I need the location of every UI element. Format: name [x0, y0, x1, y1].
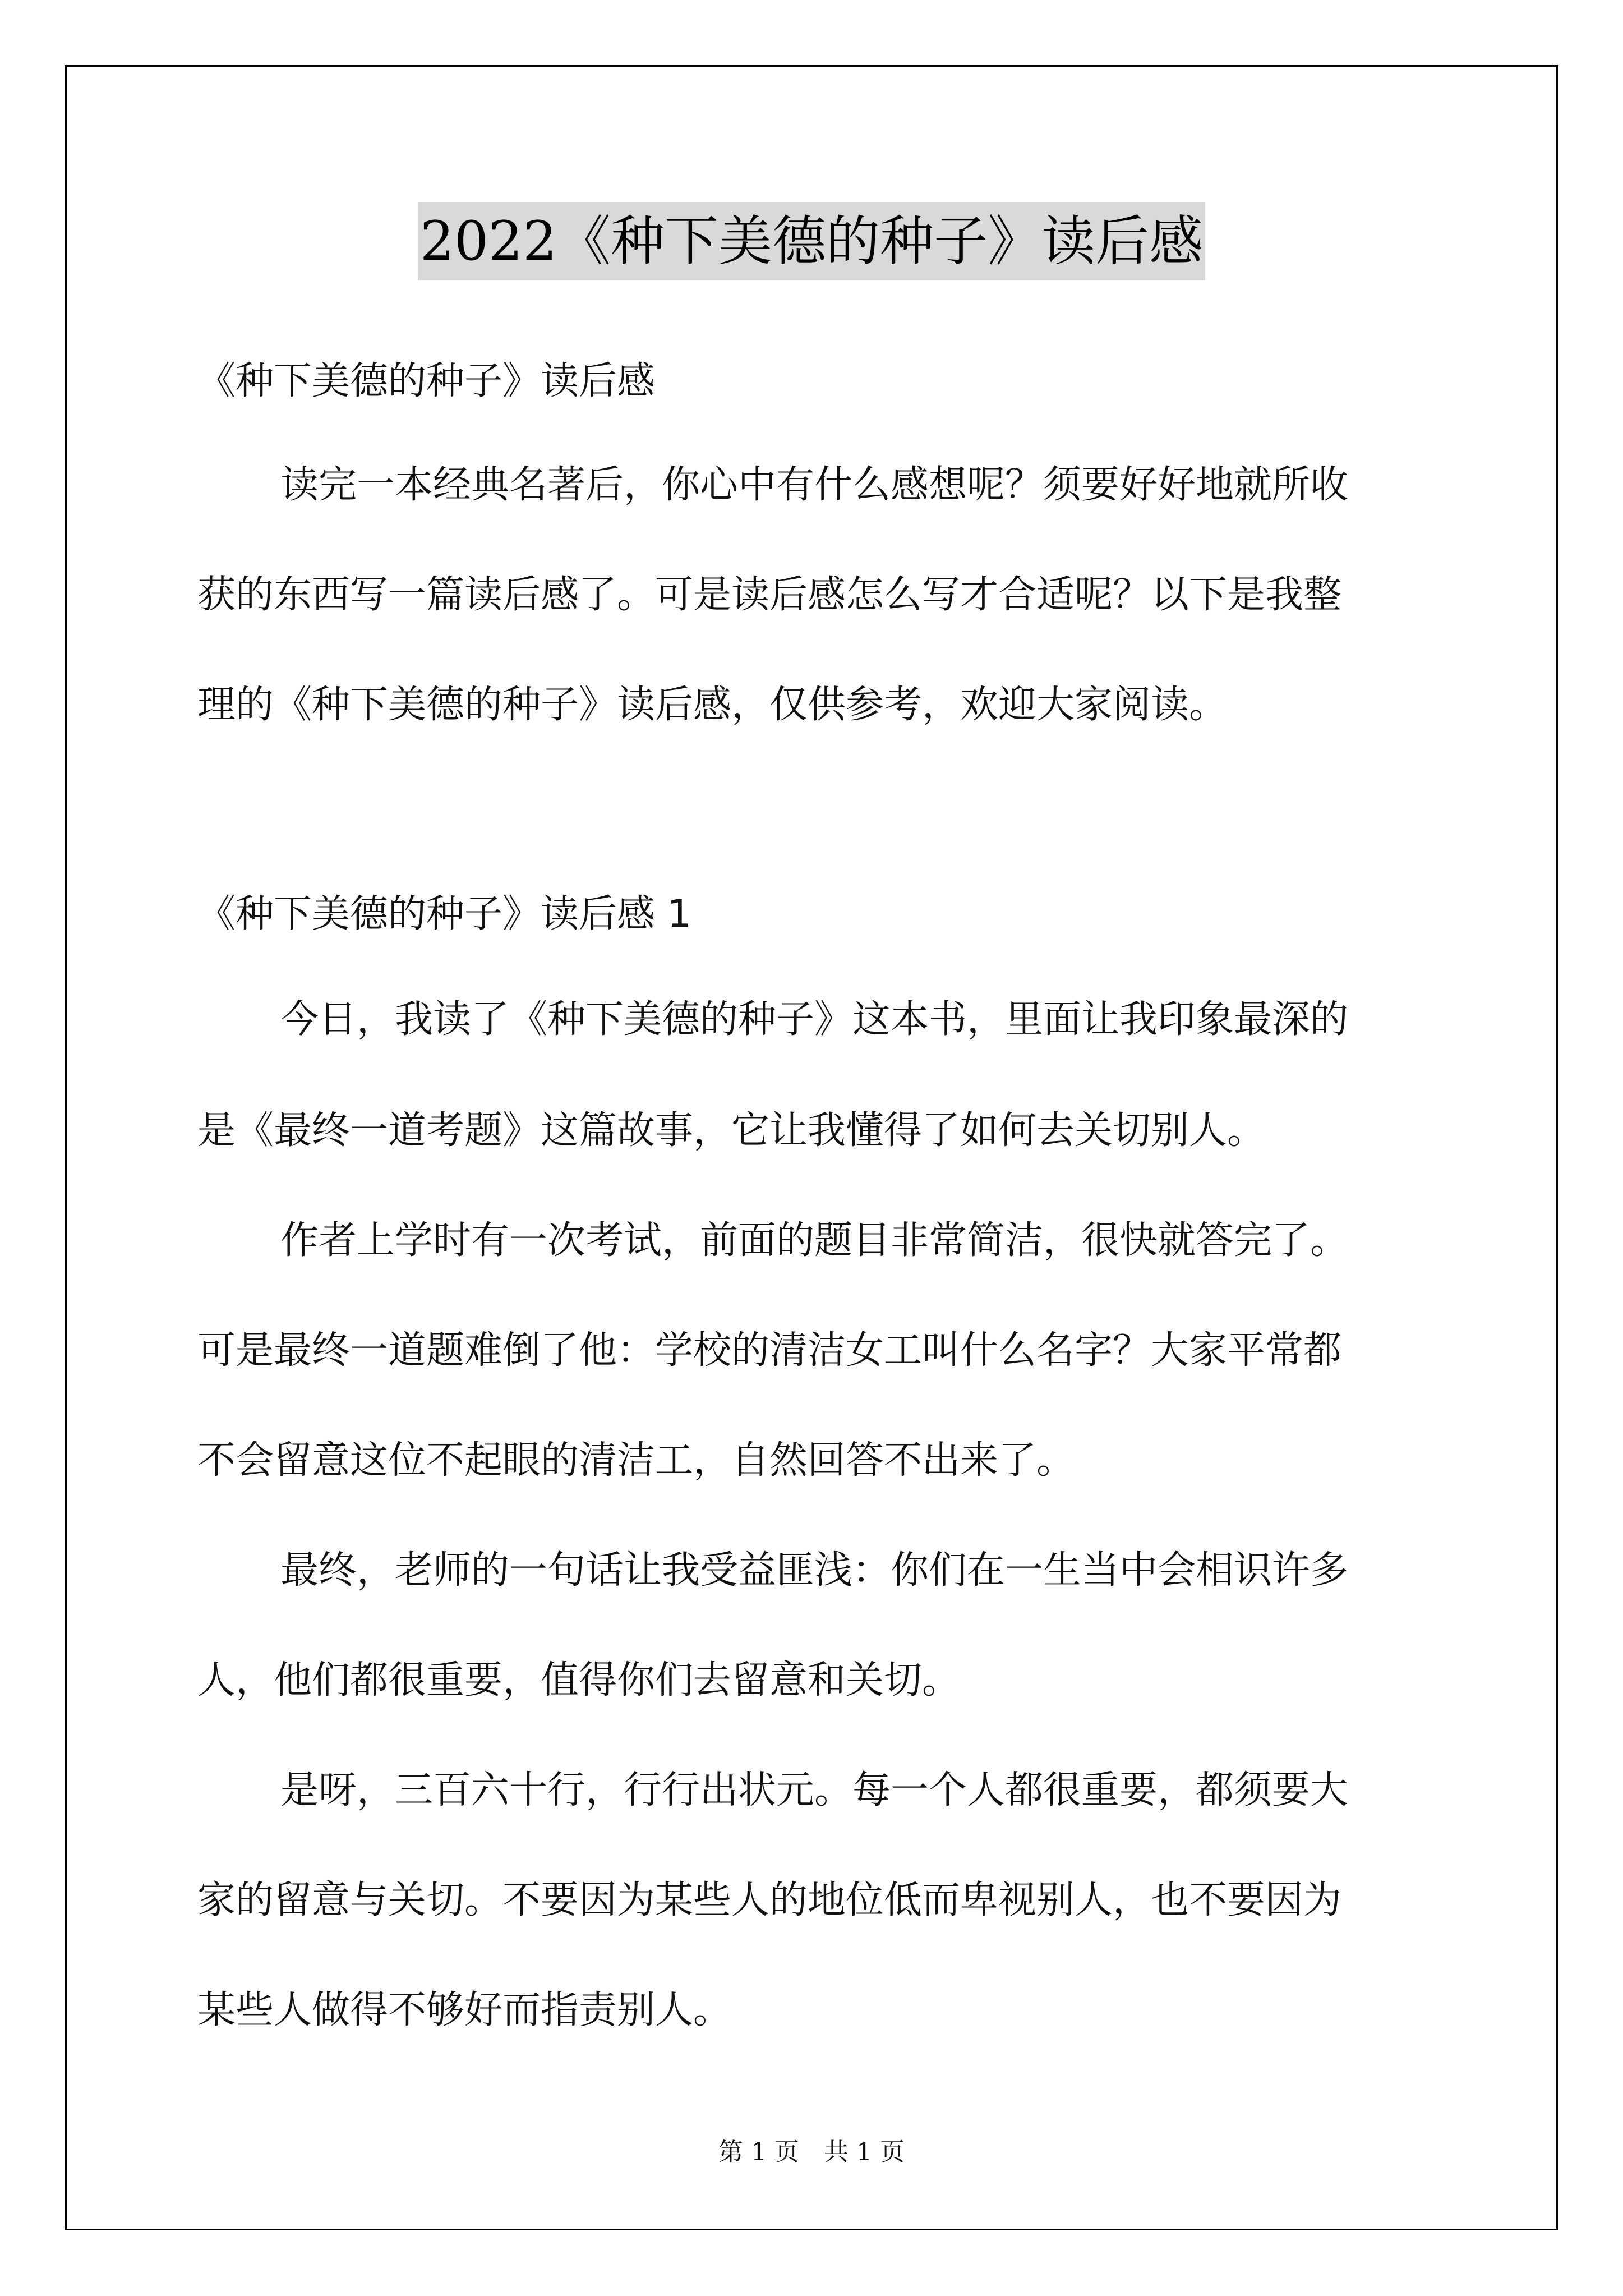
- para3-line-2: 人，他们都很重要，值得你们去留意和关切。: [197, 1658, 961, 1703]
- para2-line-3: 不会留意这位不起眼的清洁工，自然回答不出来了。: [197, 1438, 1075, 1483]
- intro-line-1: 读完一本经典名著后，你心中有什么感想呢？须要好好地就所收: [280, 463, 1349, 507]
- intro-line-3: 理的《种下美德的种子》读后感，仅供参考，欢迎大家阅读。: [197, 683, 1228, 727]
- title-container: [0, 202, 1623, 280]
- para4-line-3: 某些人做得不够好而指责别人。: [197, 1988, 732, 2032]
- para1-line-2: 是《最终一道考题》这篇故事，它让我懂得了如何去关切别人。: [197, 1108, 1266, 1153]
- para2-line-2: 可是最终一道题难倒了他：学校的清洁女工叫什么名字？大家平常都: [197, 1328, 1342, 1373]
- page-footer: 第 1 页 共 1 页: [718, 2138, 905, 2166]
- para1-line-1: 今日，我读了《种下美德的种子》这本书，里面让我印象最深的: [280, 997, 1349, 1042]
- para4-line-1: 是呀，三百六十行，行行出状元。每一个人都很重要，都须要大: [280, 1768, 1349, 1812]
- intro-line-2: 获的东西写一篇读后感了。可是读后感怎么写才合适呢？以下是我整: [197, 573, 1342, 617]
- para3-line-1: 最终，老师的一句话让我受益匪浅：你们在一生当中会相识许多: [280, 1548, 1349, 1593]
- section-heading: 《种下美德的种子》读后感 1: [197, 892, 691, 936]
- para4-line-2: 家的留意与关切。不要因为某些人的地位低而卑视别人，也不要因为: [197, 1878, 1342, 1922]
- document-subtitle: 《种下美德的种子》读后感: [197, 359, 656, 403]
- para2-line-1: 作者上学时有一次考试，前面的题目非常简洁，很快就答完了。: [280, 1218, 1349, 1263]
- document-title: 2022《种下美德的种子》读后感: [418, 202, 1205, 280]
